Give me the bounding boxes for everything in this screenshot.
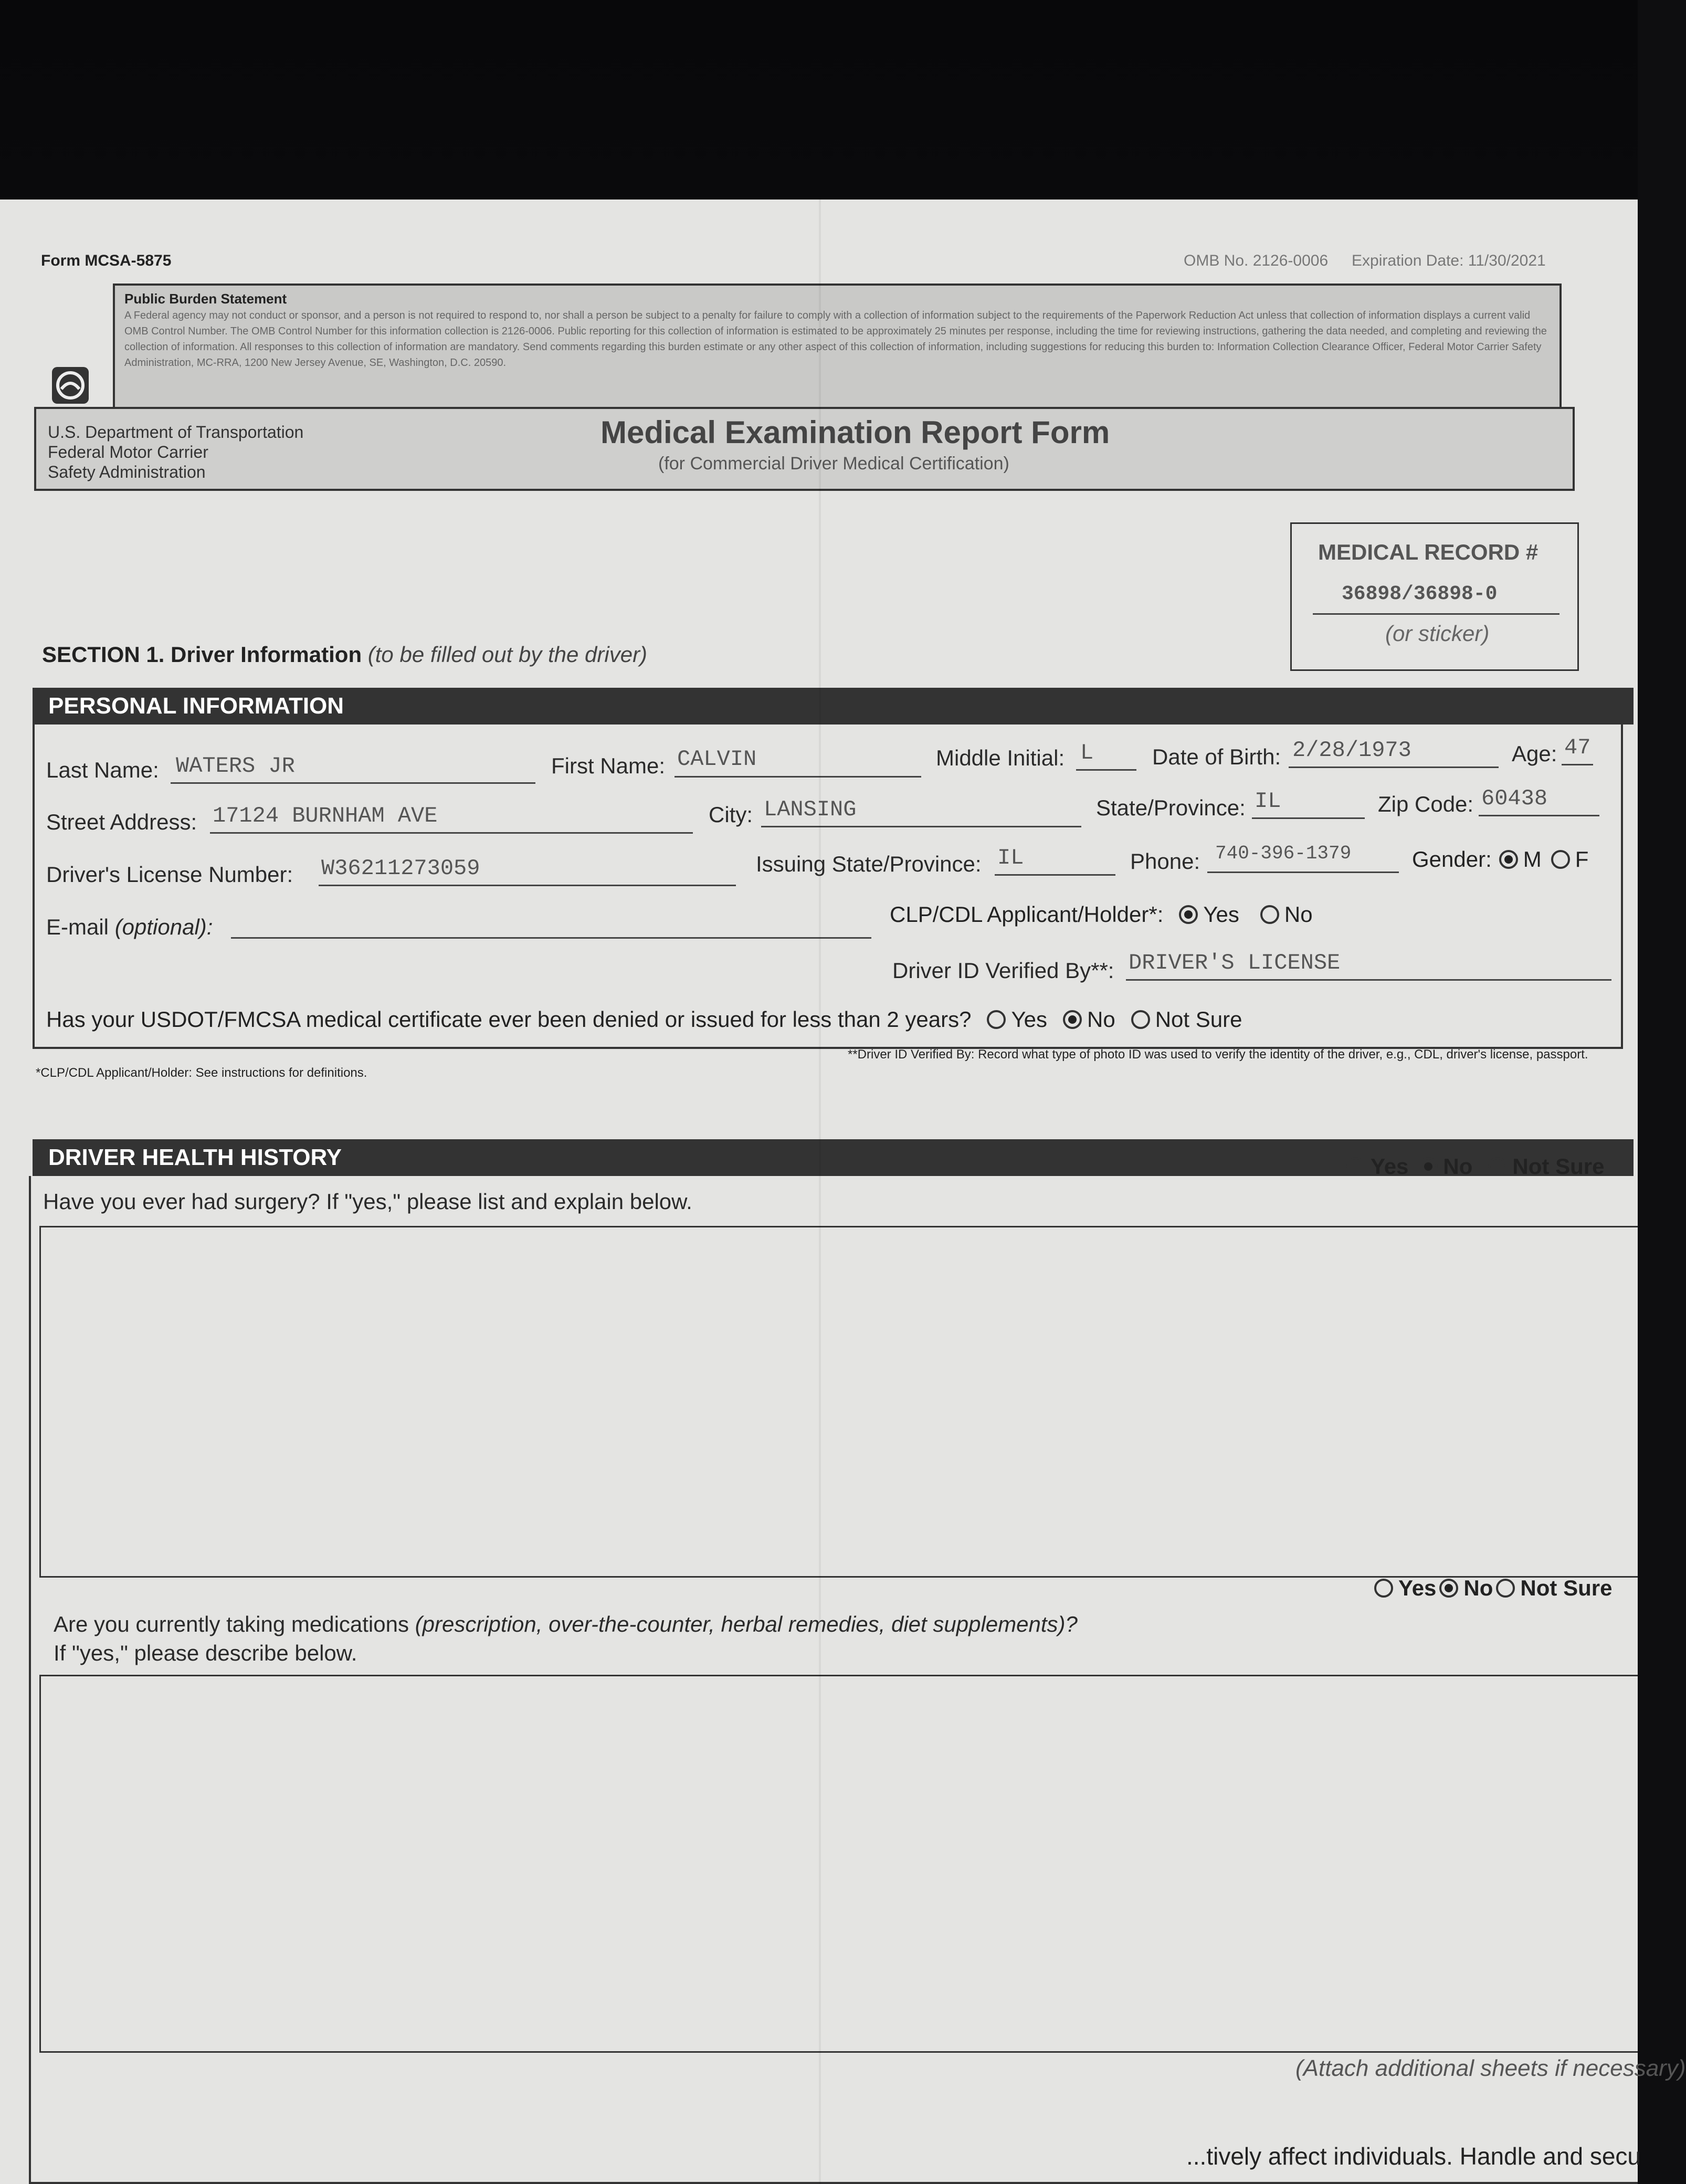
city-field[interactable]: LANSING — [764, 797, 857, 822]
section-1-note: (to be filled out by the driver) — [367, 642, 648, 667]
burden-title: Public Burden Statement — [124, 291, 287, 307]
zip-code-label: Zip Code: — [1378, 792, 1474, 816]
issuing-state-label: Issuing State/Province: — [756, 852, 982, 876]
first-name-label: First Name: — [551, 753, 666, 778]
surgery-no-label: No — [1443, 1153, 1473, 1179]
section-1-title: SECTION 1. Driver Information — [42, 642, 362, 667]
agency-line-1: U.S. Department of Transportation — [48, 423, 304, 442]
license-number-label: Driver's License Number: — [46, 862, 293, 887]
surgery-explain-box[interactable] — [39, 1226, 1638, 1578]
middle-initial-label: Middle Initial: — [936, 746, 1065, 770]
surgery-no-radio[interactable] — [1419, 1157, 1438, 1176]
surgery-radio-group — [1331, 1152, 1604, 1179]
gender-m-radio[interactable] — [1499, 850, 1518, 869]
burden-text: A Federal agency may not conduct or sponsor, and a person is not required to respond to, nor shall a person be subject to a penalty for failure to comply with a collection of information subject to the requirements of the Paperwork Reduction Act unless that collection of information displays a current valid OMB Control Number. The OMB Control Number for this information collection is 2126-0006. Public reporting for this collection of information is estimated to be approximately 25 minutes per response, including the time for reviewing instructions, gathering the data needed, and completing and reviewing the collection of information. All responses to this collection of information are mandatory. Send comments regarding this burden estimate or any other aspect of this collection of information, including suggestions for reducing this burden to: Information Collection Clearance Officer, Federal Motor Carrier Safety Administration, MC-RRA, 1200 New Jersey Avenue, SE, Washington, D.C. 20590. — [124, 310, 1547, 369]
clp-group — [890, 900, 1313, 927]
date-of-birth-field[interactable]: 2/28/1973 — [1292, 738, 1411, 763]
dot-logo-icon — [52, 367, 89, 404]
gender-f-label: F — [1575, 846, 1589, 872]
denied-no-label: No — [1087, 1006, 1115, 1032]
health-history-bar: DRIVER HEALTH HISTORY — [33, 1139, 1634, 1176]
clp-no-label: No — [1284, 901, 1313, 927]
agency-band — [34, 407, 1575, 491]
clp-label: CLP/CDL Applicant/Holder*: — [890, 901, 1164, 927]
surgery-yes-radio[interactable] — [1346, 1157, 1365, 1176]
issuing-state-field[interactable]: IL — [997, 845, 1024, 870]
denied-question: Has your USDOT/FMCSA medical certificate ever been denied or issued for less than 2 years? — [46, 1006, 972, 1032]
phone-field[interactable]: 740-396-1379 — [1215, 843, 1352, 864]
id-verified-field[interactable]: DRIVER'S LICENSE — [1129, 950, 1341, 975]
clp-yes-label: Yes — [1203, 901, 1239, 927]
surgery-not-sure-radio[interactable] — [1488, 1157, 1507, 1176]
middle-initial-field[interactable]: L — [1080, 740, 1094, 765]
attach-note: (Attach additional sheets if necessary) — [1295, 2055, 1686, 2081]
email-label-group — [46, 915, 213, 940]
last-name-field[interactable]: WATERS JR — [176, 753, 295, 779]
age-label: Age: — [1512, 741, 1557, 766]
bottom-cut-text: ...tively affect individuals. Handle and secu — [1186, 2143, 1641, 2170]
denied-question-group — [46, 1005, 1242, 1032]
city-label: City: — [709, 802, 753, 827]
denied-no-radio[interactable] — [1063, 1010, 1082, 1029]
medications-yes-label: Yes — [1398, 1575, 1437, 1600]
license-number-field[interactable]: W36211273059 — [321, 856, 480, 881]
denied-yes-label: Yes — [1011, 1006, 1047, 1032]
surgery-question: Have you ever had surgery? If "yes," please list and explain below. — [43, 1189, 692, 1214]
clp-yes-radio[interactable] — [1179, 905, 1198, 924]
medications-describe-box[interactable] — [39, 1675, 1638, 2053]
gender-m-label: M — [1523, 846, 1542, 872]
state-field[interactable]: IL — [1255, 789, 1281, 814]
email-field[interactable] — [231, 937, 871, 939]
medications-no-radio[interactable] — [1439, 1579, 1458, 1598]
age-field[interactable]: 47 — [1564, 735, 1591, 760]
gender-group — [1412, 845, 1588, 872]
burden-statement-box — [113, 284, 1562, 412]
street-address-field[interactable]: 17124 BURNHAM AVE — [213, 803, 438, 828]
section-1-heading — [42, 642, 647, 667]
gender-f-radio[interactable] — [1551, 850, 1570, 869]
medications-not-sure-radio[interactable] — [1496, 1579, 1515, 1598]
footnote-id-verified: **Driver ID Verified By: Record what type of photo ID was used to verify the identity of the driver, e.g., CDL, driver's license, passport. — [848, 1047, 1588, 1062]
medications-yes-radio[interactable] — [1374, 1579, 1393, 1598]
denied-not-sure-radio[interactable] — [1131, 1010, 1150, 1029]
medications-question — [54, 1612, 1078, 1637]
form-subtitle: (for Commercial Driver Medical Certification) — [658, 454, 1009, 474]
first-name-field[interactable]: CALVIN — [677, 747, 757, 772]
footnote-clp: *CLP/CDL Applicant/Holder: See instructions for definitions. — [36, 1066, 367, 1080]
surgery-not-sure-label: Not Sure — [1512, 1153, 1605, 1179]
form-title: Medical Examination Report Form — [600, 415, 1110, 450]
medications-question-a: Are you currently taking medications — [54, 1612, 409, 1636]
phone-label: Phone: — [1130, 849, 1200, 874]
medical-record-note: (or sticker) — [1385, 621, 1490, 646]
personal-information-bar: PERSONAL INFORMATION — [33, 688, 1634, 724]
last-name-label: Last Name: — [46, 758, 159, 782]
gender-label: Gender: — [1412, 846, 1492, 872]
clp-no-radio[interactable] — [1260, 905, 1279, 924]
medications-not-sure-label: Not Sure — [1520, 1575, 1613, 1600]
id-verified-label: Driver ID Verified By**: — [892, 958, 1114, 983]
street-address-label: Street Address: — [46, 810, 197, 834]
email-label: E-mail — [46, 915, 109, 939]
medical-record-box — [1290, 522, 1579, 671]
agency-line-3: Safety Administration — [48, 463, 206, 481]
zip-code-field[interactable]: 60438 — [1481, 786, 1548, 811]
agency-line-2: Federal Motor Carrier — [48, 443, 208, 461]
medications-radio-group — [1374, 1574, 1612, 1601]
form-sheet — [0, 200, 1686, 2184]
surgery-yes-label: Yes — [1371, 1153, 1409, 1179]
medical-record-label: MEDICAL RECORD # — [1318, 540, 1539, 564]
denied-not-sure-label: Not Sure — [1155, 1006, 1242, 1032]
date-of-birth-label: Date of Birth: — [1152, 744, 1281, 769]
omb-number: OMB No. 2126-0006 — [1184, 252, 1329, 269]
medications-no-label: No — [1463, 1575, 1493, 1600]
denied-yes-radio[interactable] — [987, 1010, 1006, 1029]
medications-question-c: If "yes," please describe below. — [54, 1641, 357, 1665]
form-number: Form MCSA-5875 — [41, 252, 172, 269]
medical-record-number: 36898/36898-0 — [1342, 583, 1498, 605]
dot-logo — [52, 367, 89, 404]
state-label: State/Province: — [1096, 795, 1246, 820]
email-optional: (optional): — [114, 915, 213, 939]
expiration-date: Expiration Date: 11/30/2021 — [1352, 252, 1546, 269]
medications-question-b: (prescription, over-the-counter, herbal remedies, diet supplements)? — [415, 1612, 1078, 1636]
